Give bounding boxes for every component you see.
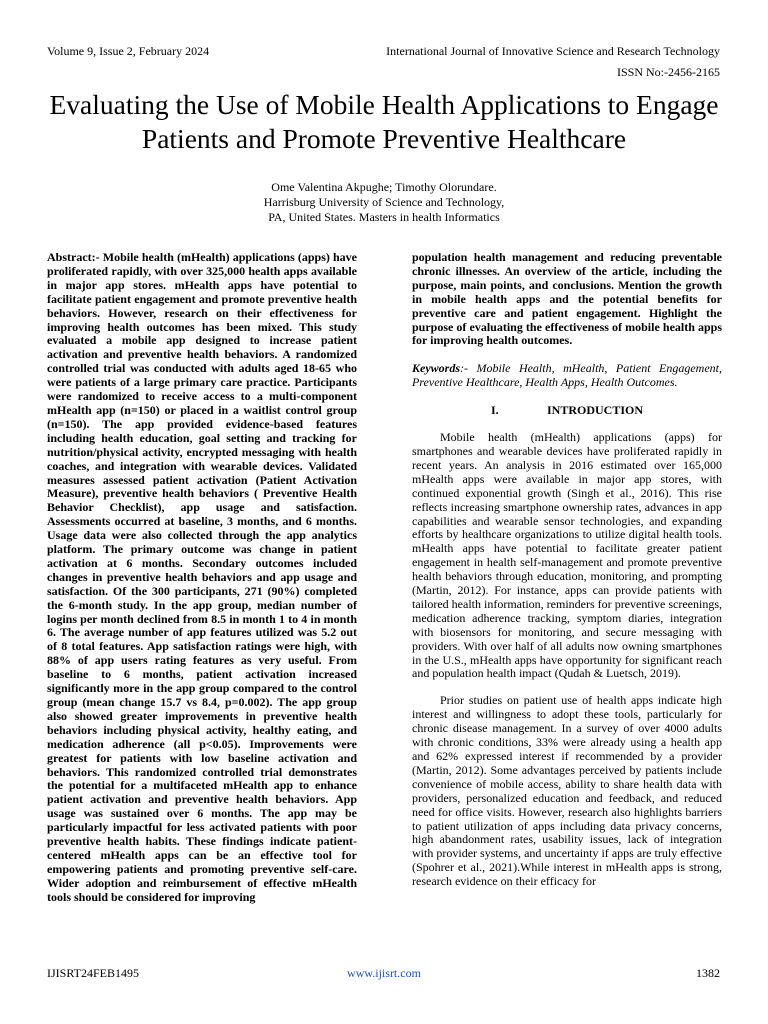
author-location: PA, United States. Masters in health Informatics (268, 210, 500, 224)
keywords-text: :- Mobile Health, mHealth, Patient Engagement, Preventive Healthcare, Health Apps, Health Outcomes. (412, 361, 722, 390)
journal-name: International Journal of Innovative Science and Research Technology (386, 44, 720, 58)
section-title: INTRODUCTION (546, 403, 643, 418)
issn: ISSN No:-2456-2165 (616, 65, 720, 79)
left-column (47, 251, 357, 905)
paper-id: IJISRT24FEB1495 (47, 966, 139, 980)
author-names: Ome Valentina Akpughe; Timothy Olorundare. (271, 180, 497, 194)
journal-url[interactable]: www.ijisrt.com (347, 966, 421, 980)
keywords (412, 362, 722, 390)
volume-info: Volume 9, Issue 2, February 2024 (47, 44, 210, 58)
author-block (180, 180, 588, 225)
right-column (412, 251, 722, 889)
abstract-text: Abstract:- Mobile health (mHealth) applications (apps) have proliferated rapidly, with over 325,000 health apps available in major app stores. mHealth apps have potential to facilitate patient engagement and promote preventive health behaviors. However, research on their effectiveness for improving health outcomes has been mixed. This study evaluated a mobile app designed to increase patient activation and preventive health behaviors. A randomized controlled trial was conducted with adults aged 18-65 who were patients of a large primary care practice. Participants were randomized to receive access to a multi-component mHealth app (n=150) or placed in a waitlist control group (n=150). The app provided evidence-based features including health education, goal setting and tracking for nutrition/physical activity, encrypted messaging with health coaches, and integration with wearable devices. Validated measures assessed patient activation (Patient Activation Measure), preventive health behaviors ( Preventive Health Behavior Checklist), app usage and satisfaction. Assessments occurred at baseline, 3 months, and 6 months. Usage data were also collected through the app analytics platform. The primary outcome was change in patient activation at 6 months. Secondary outcomes included changes in preventive health behaviors and app usage and satisfaction. Of the 300 participants, 271 (90%) completed the 6-month study. In the app group, median number of logins per month declined from 8.5 in month 1 to 4 in month 6. The average number of app features utilized was 5.2 out of 8 total features. App satisfaction ratings were high, with 88% of app users rating features as very useful. From baseline to 6 months, patient activation increased significantly more in the app group compared to the control group (mean change 15.7 vs 8.4, p=0.002). The app group also showed greater improvements in preventive health behaviors including physical activity, healthy eating, and medication adherence (all p<0.05). Improvements were greatest for patients with low baseline activation and behaviors. This randomized controlled trial demonstrates the potential for a multifaceted mHealth app to enhance patient activation and preventive health behaviors. App usage was sustained over 6 months. The app may be particularly impactful for less activated patients with poor preventive health habits. These findings indicate patient-centered mHealth apps can be an effective tool for empowering patients and promoting preventive self-care. Wider adoption and reimbursement of effective mHealth tools should be considered for improving (47, 250, 357, 904)
section-heading (412, 404, 722, 418)
author-affiliation: Harrisburg University of Science and Technology, (263, 195, 505, 209)
abstract-continuation: population health management and reducing preventable chronic illnesses. An overview of the article, including the purpose, main points, and conclusions. Mention the growth in mobile health apps and the potential benefits for preventive care and patient engagement. Highlight the purpose of evaluating the effectiveness of mobile health apps for improving health outcomes. (412, 250, 722, 348)
page-number: 1382 (696, 966, 720, 980)
section-number: I. (490, 403, 499, 418)
intro-paragraph-2: Prior studies on patient use of health apps indicate high interest and willingness to adopt these tools, particularly for chronic disease management. In a survey of over 4000 adults with chronic conditions, 33% were already using a health app and 62% expressed interest if recommended by a provider (Martin, 2012). Some advantages perceived by patients include convenience of mobile access, ability to share health data with providers, personalized education and feedback, and reduced need for office visits. However, research also highlights barriers to patient utilization of apps including data privacy concerns, high abandonment rates, usability issues, lack of integration with provider systems, and uncertainty if apps are truly effective (Spohrer et al., 2021).While interest in mHealth apps is strong, research evidence on their efficacy for (412, 693, 722, 889)
intro-paragraph-1: Mobile health (mHealth) applications (apps) for smartphones and wearable devices have proliferated rapidly in recent years. An analysis in 2016 estimated over 165,000 mHealth apps were available in major app stores, with continued exponential growth (Singh et al., 2016). This rise reflects increasing smartphone ownership rates, advances in app capabilities and wearable sensor technologies, and expanding efforts by healthcare organizations to utilize digital health tools. mHealth apps have potential to facilitate greater patient engagement in health self-management and promote preventive health behaviors through education, monitoring, and prompting (Martin, 2012). For instance, apps can provide patients with tailored health information, reminders for preventive screenings, medication adherence tracking, symptom diaries, integration with biosensors for monitoring, and secure messaging with providers. With over half of all adults now owning smartphones in the U.S., mHealth apps have opportunity for significant reach and population health impact (Qudah & Luetsch, 2019). (412, 430, 722, 681)
keywords-label: Keywords (412, 361, 460, 376)
paper-title: Evaluating the Use of Mobile Health Applications to Engage Patients and Promote Preventive Healthcare (49, 89, 719, 154)
